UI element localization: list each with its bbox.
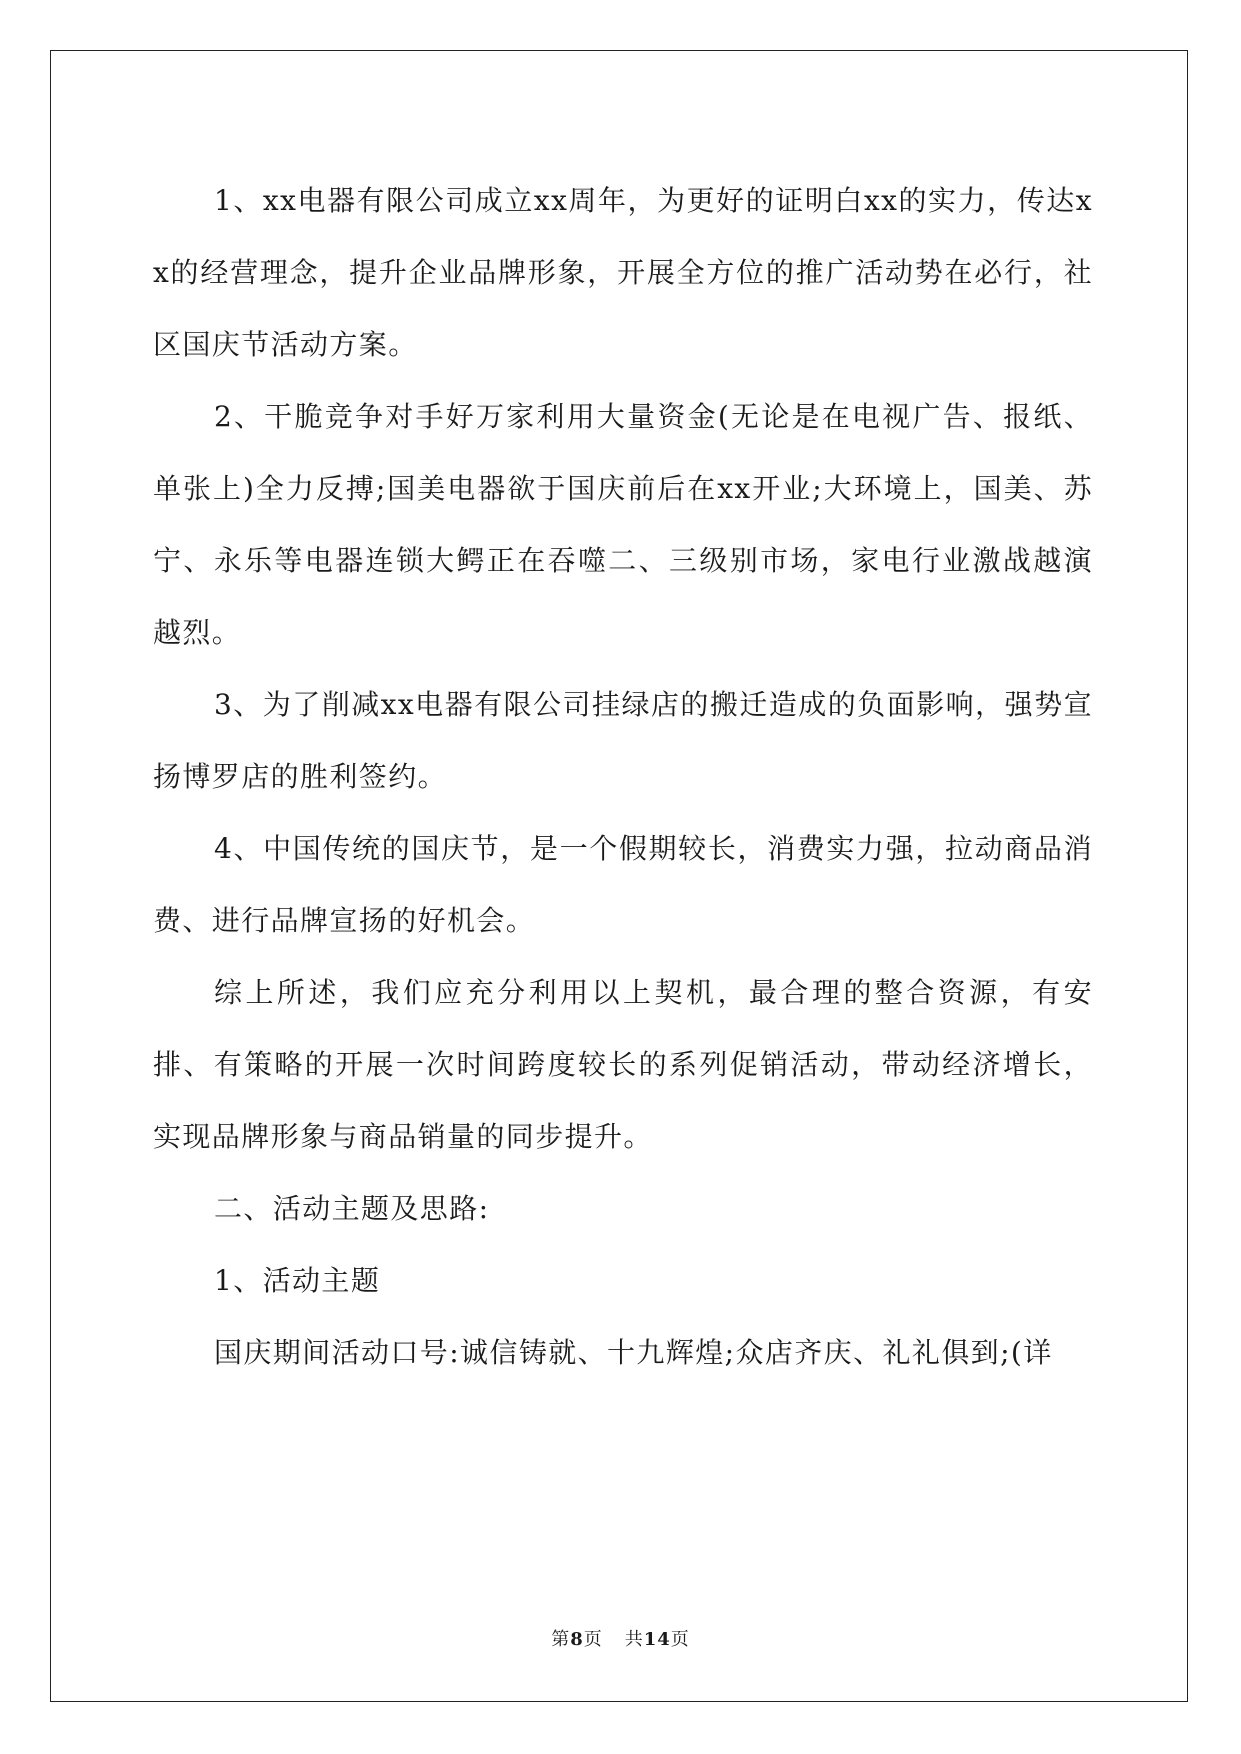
section-heading-theme: 二、活动主题及思路:	[214, 1192, 490, 1225]
paragraph-background-2: 2、干脆竞争对手好万家利用大量资金(无论是在电视广告、报纸、单张上)全力反搏;国美电器欲于国庆前后在xx开业;大环境上，国美、苏宁、永乐等电器连锁大鳄正在吞噬二、三级别市场，家电行业激战越演越烈。	[153, 400, 1093, 649]
paragraph-background-1: 1、xx电器有限公司成立xx周年，为更好的证明白xx的实力，传达xx的经营理念，提升企业品牌形象，开展全方位的推广活动势在必行，社区国庆节活动方案。	[153, 184, 1093, 361]
paragraph-background-3: 3、为了削减xx电器有限公司挂绿店的搬迁造成的负面影响，强势宣扬博罗店的胜利签约。	[153, 688, 1093, 793]
paragraph-background-4: 4、中国传统的国庆节，是一个假期较长，消费实力强，拉动商品消费、进行品牌宣扬的好机会。	[153, 832, 1093, 937]
document-body	[153, 165, 1093, 1389]
page-suffix: 页	[583, 1629, 603, 1650]
page-total: 14	[643, 1629, 671, 1650]
subsection-heading-theme: 1、活动主题	[214, 1264, 381, 1297]
page-current: 8	[570, 1629, 584, 1650]
page-prefix: 第	[551, 1629, 571, 1650]
paragraph-summary: 综上所述，我们应充分利用以上契机，最合理的整合资源，有安排、有策略的开展一次时间跨度较长的系列促销活动，带动经济增长，实现品牌形象与商品销量的同步提升。	[153, 976, 1093, 1153]
paragraph-slogan: 国庆期间活动口号:诚信铸就、十九辉煌;众店齐庆、礼礼俱到;(详	[214, 1336, 1053, 1369]
page-number-footer	[0, 1628, 1241, 1652]
total-suffix: 页	[670, 1629, 690, 1650]
total-prefix: 共	[624, 1629, 644, 1650]
